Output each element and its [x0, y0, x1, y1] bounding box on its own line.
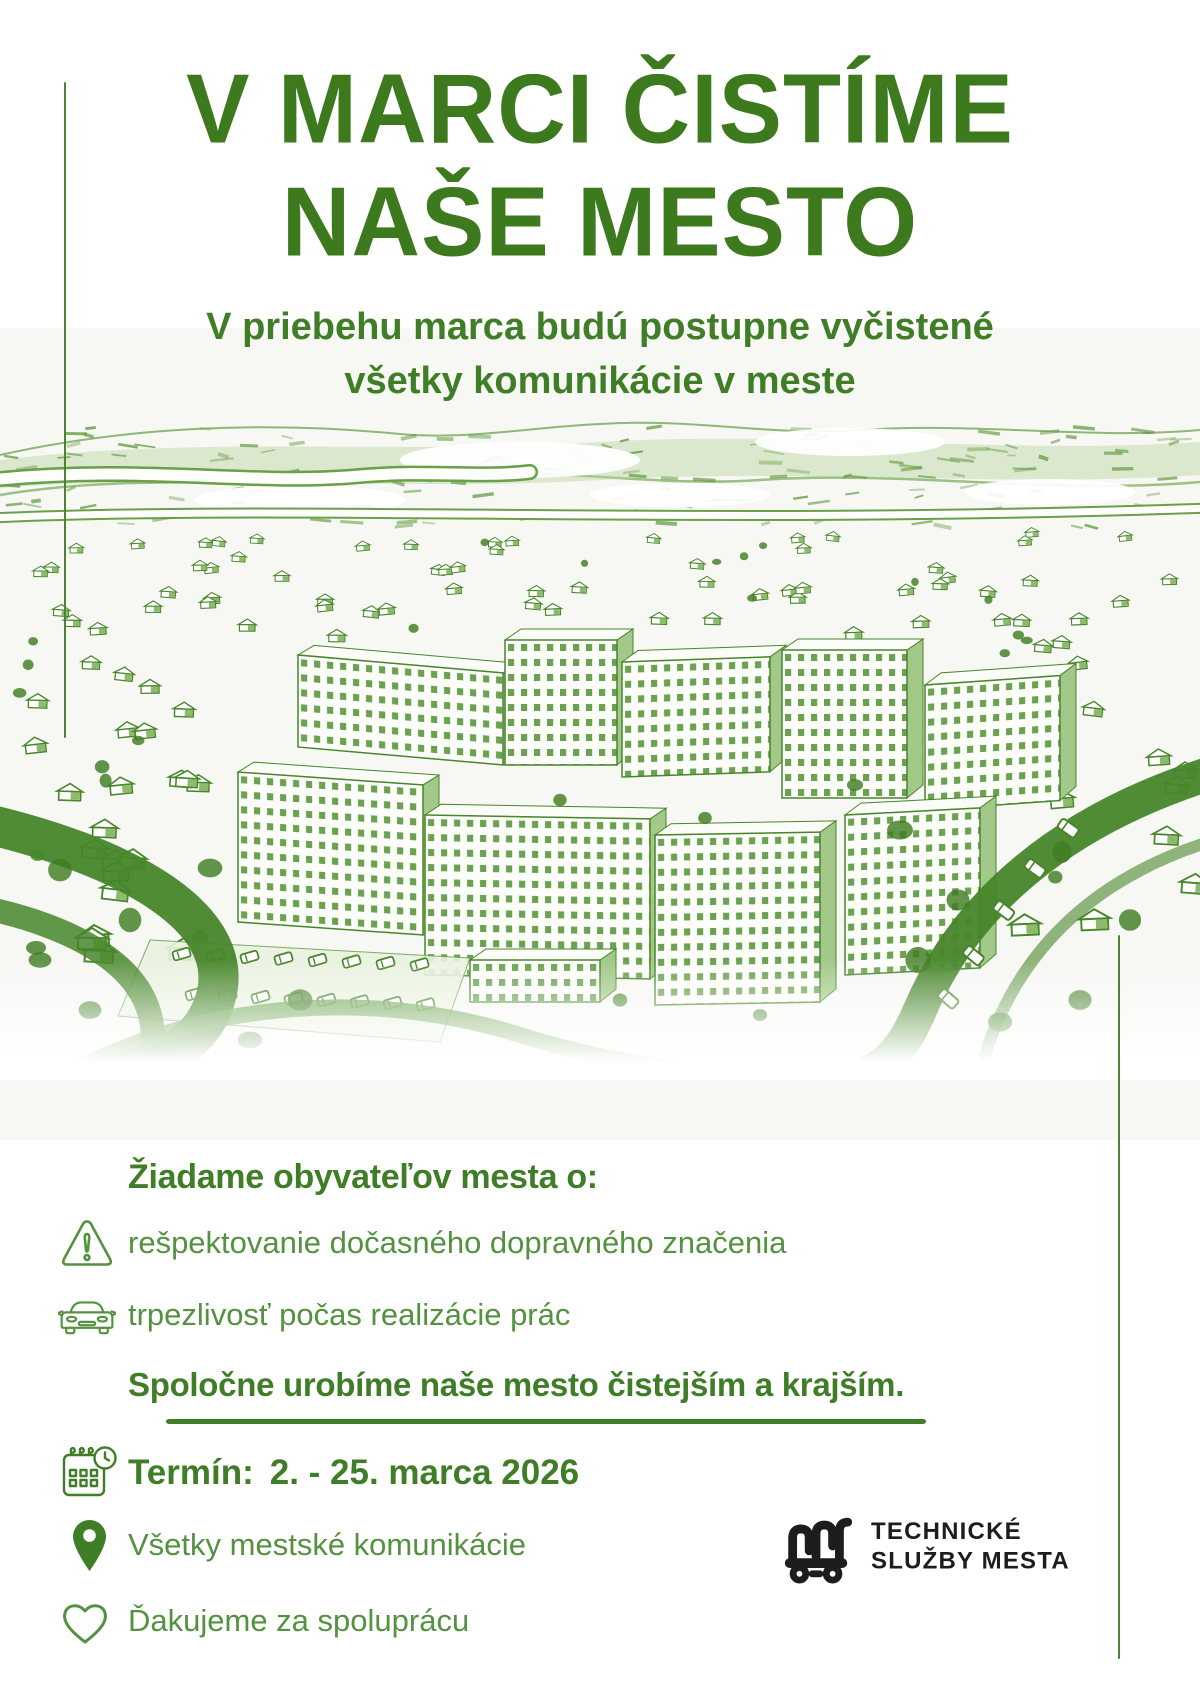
- heart-icon: [59, 1599, 111, 1647]
- requests-heading: Žiadame obyvateľov mesta o:: [128, 1158, 598, 1196]
- warning-triangle-icon: [58, 1215, 116, 1273]
- left-accent-line: [64, 82, 66, 738]
- scope-text: Všetky mestské komunikácie: [128, 1527, 526, 1562]
- logo-text: [871, 1516, 1070, 1576]
- schedule-text: [128, 1453, 579, 1493]
- logo-line1: TECHNICKÉ: [871, 1517, 1022, 1545]
- thanks-text: Ďakujeme za spoluprácu: [128, 1603, 470, 1638]
- thanks-row: [0, 1593, 760, 1655]
- right-accent-line: [1118, 935, 1120, 1659]
- car-icon: [58, 1287, 116, 1345]
- request-item: [0, 1215, 1100, 1279]
- city-illustration: [0, 400, 1200, 1080]
- scope-row: [0, 1517, 760, 1579]
- hills-layer: [0, 423, 1200, 529]
- location-pin-icon: [71, 1519, 108, 1573]
- street-sweeper-icon: [778, 1508, 856, 1584]
- poster-subtitle-line1: V priebehu marca budú postupne vyčistené: [206, 306, 994, 348]
- schedule-value: 2. - 25. marca 2026: [269, 1453, 580, 1492]
- poster-title-line2: NAŠE MESTO: [281, 166, 919, 278]
- poster-subtitle-line2: všetky komunikácie v meste: [344, 360, 856, 402]
- calendar-clock-icon: [60, 1445, 118, 1503]
- logo-line2: SLUŽBY MESTA: [871, 1547, 1070, 1575]
- request-text: trpezlivosť počas realizácie prác: [128, 1297, 571, 1332]
- schedule-row: [0, 1443, 760, 1505]
- slogan-underline: [166, 1419, 926, 1424]
- poster-title-line1: V MARCI ČISTÍME: [186, 53, 1014, 165]
- technical-services-logo: [778, 1508, 1070, 1584]
- request-item: [0, 1287, 1100, 1351]
- request-text: rešpektovanie dočasného dopravného značenia: [128, 1225, 787, 1260]
- slogan-text: Spoločne urobíme naše mesto čistejším a krajším.: [128, 1366, 905, 1403]
- schedule-label: Termín:: [128, 1453, 254, 1492]
